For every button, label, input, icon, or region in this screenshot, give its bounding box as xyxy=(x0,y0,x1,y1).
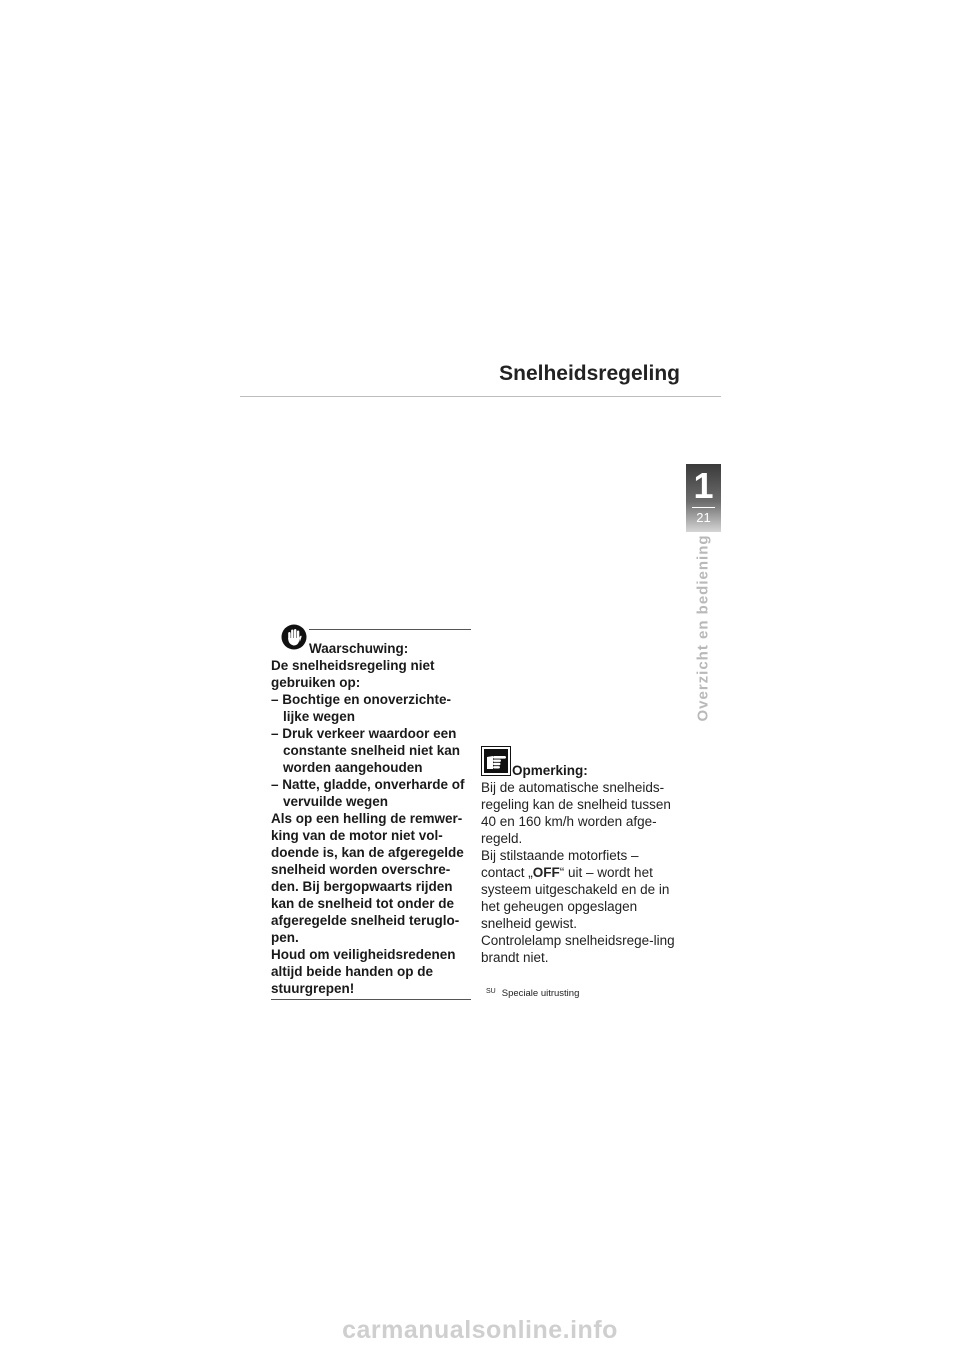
page-number: 21 xyxy=(696,510,711,525)
warning-item: – Bochtige en onoverzichte-lijke wegen xyxy=(271,692,452,724)
footnote-text: Speciale uitrusting xyxy=(501,988,580,999)
warning-text xyxy=(271,657,471,997)
note-paragraph: Bij de automatische snelheids-regeling kan de snelheid tussen 40 en 160 km/h worden afge-regeld. xyxy=(481,780,671,846)
note-pointing-hand-icon xyxy=(481,746,511,776)
note-text-segment: “ uit – wordt het systeem uitgeschakeld en de in het geheugen opgeslagen snelheid gewist. xyxy=(481,865,670,931)
warning-advice: Houd om veiligheidsredenen altijd beide handen op de stuurgrepen! xyxy=(271,947,456,996)
stop-hand-icon xyxy=(281,624,307,650)
footnote xyxy=(486,988,579,999)
warning-heading: Waarschuwing: xyxy=(309,641,409,656)
chapter-number: 1 xyxy=(693,465,714,506)
watermark: carmanualsonline.info xyxy=(342,1316,618,1344)
note-text xyxy=(481,779,681,966)
warning-bottom-rule xyxy=(271,999,471,1000)
note-paragraph: Controlelamp snelheidsrege-ling brandt niet. xyxy=(481,933,675,965)
warning-body: Als op een helling de remwer-king van de motor niet vol-doende is, kan de afgeregelde snelheid worden overschre-den. Bij bergopwaarts rijden kan de snelheid tot onder de afgeregelde snelheid teruglo-pen. xyxy=(271,811,464,945)
header-divider xyxy=(240,396,721,397)
chapter-tab xyxy=(686,464,721,532)
page-title: Snelheidsregeling xyxy=(499,362,680,385)
warning-item: – Natte, gladde, onverharde of vervuilde wegen xyxy=(271,777,465,809)
note-heading: Opmerking: xyxy=(512,763,588,778)
note-paragraph xyxy=(481,847,681,932)
chapter-divider xyxy=(692,507,715,508)
warning-intro: De snelheidsregeling niet gebruiken op: xyxy=(271,658,435,690)
warning-top-rule xyxy=(309,629,471,630)
warning-item: – Druk verkeer waardoor een constante snelheid niet kan worden aangehouden xyxy=(271,726,461,775)
section-label: Overzicht en bediening xyxy=(694,534,712,722)
off-label: OFF xyxy=(532,865,560,880)
note-text-segment: Bij stilstaande motorfiets – contact „ xyxy=(481,848,639,880)
footnote-abbreviation: SU xyxy=(486,988,496,995)
